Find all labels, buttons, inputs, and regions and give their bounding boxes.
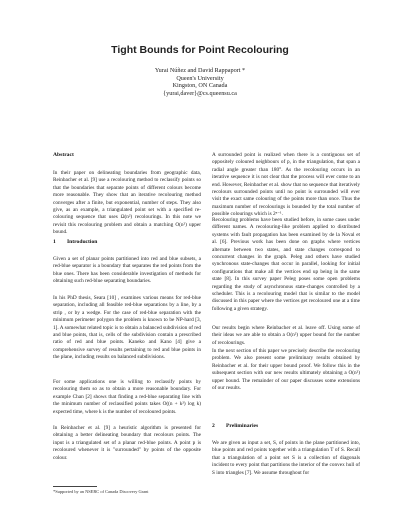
author-names: Yurai Núñez and David Rappaport * bbox=[154, 67, 246, 74]
paper-title: Tight Bounds for Point Recolouring bbox=[111, 44, 289, 56]
section-2-title: Preliminaries bbox=[226, 423, 259, 429]
footnote: *Supported by an NSERC of Canada Discovery Grant bbox=[53, 489, 149, 494]
preliminaries-paragraph: We are given as input a set, S, of points in the plane partitioned into, blue points and red points together with a triangulation T of S. Recall that a triangulation of a point set S is a collection of diagonals incident to every point that partitions the interior of the convex hull of S into triangles [7]. We assume throughout for bbox=[212, 440, 360, 476]
section-1-heading bbox=[53, 239, 97, 245]
author-location: Kingston, ON Canada bbox=[172, 82, 228, 90]
footnote-rule bbox=[53, 486, 97, 487]
abstract-heading: Abstract bbox=[53, 152, 74, 158]
section-1-title: Introduction bbox=[67, 239, 98, 245]
section-1-number: 1 bbox=[53, 239, 56, 245]
intro-paragraph-2: In his PhD thesis, Seara [10] , examines various means for red-blue separation, including all feasible red-blue separations by a line, by a strip , or by a wedge. For the case of red-blue separation with the minimum perimeter polygon the problem is known to be NP-hard [3, 1]. A somewhat related topic is to obtain a balanced subdivision of red and blue points, that is, cells of the subdivision contain a prescribed ratio of red and blue points. Kaneko and Kano [4] give a comprehensive survey of results pertaining to red and blue points in the plane, including results on balanced subdivisions. bbox=[53, 295, 201, 361]
author-affiliation: Queen's University bbox=[176, 74, 224, 82]
right-paragraph-1: A surrounded point is realized when there is a contiguous set of oppositely coloured neighbours of p, in the triangulation, that span a radial angle greater than 180°. As the recolouring occurs in an iterative sequence it is not clear that the process will ever come to an end. However, Reinbacher et al. show that no sequence that iteratively recolours surrounded points until no point is surrounded will ever visit the exact same colouring of the points more than once. Thus the maximum number of recolourings is bounded by the total number of possible colourings which is 2ⁿ⁻¹. bbox=[212, 152, 360, 218]
intro-paragraph-1: Given a set of planar points partitioned into red and blue subsets, a red-blue separator is a boundary that separates the red points from the blue ones. There has been considerable investigation of methods for obtaining such red-blue separating boundaries. bbox=[53, 256, 201, 285]
author-emails: {yurai,daver}@cs.queensu.ca bbox=[163, 89, 237, 97]
right-paragraph-2: Recolouring problems have been studied before, in some cases under different names. A recolouring-like problem applied to distributed systems with fault propagation has been examined by de la Noval et al. [6]. Previous work has been done on graphs where vertices alternate between two states, and state changes correspond to concurrent changes in the graph. Peleg and others have studied synchronous state-changes that occur in parallel, looking for initial configurations that make all the vertices end up being in the same state [8]. In this survey paper Peleg poses some open problems regarding the study of asynchronous state-changes controlled by a scheduler. This is a recolouring model that is similar to the model discussed in this paper where the vertices get recoloured one at a time following a given strategy. bbox=[212, 217, 360, 312]
right-paragraph-4: In the next section of this paper we precisely describe the recolouring problem. We also present some preliminary results obtained by Reinbacher et al. for their upper bound proof. We follow this in the subsequent section with our new results ultimately obtaining a O(n²) upper bound. The remainder of our paper discusses some extensions of our results. bbox=[212, 348, 360, 392]
intro-paragraph-4: In Reinbacher et al. [9] a heuristic algorithm is presented for obtaining a better delineating boundary that recolours points. The input is a triangulated set of a planar red-blue points. A point p is recoloured whenever it is "surrounded" by points of the opposite colour. bbox=[53, 425, 201, 461]
abstract-text: In their paper on delineating boundaries from geographic data, Reinbacher et al. [9] use a recolouring method to reclassify points so that the boundaries that separate points of different colours become more reasonable. They show that an iterative recolouring method converges after a finite, but exponential, number of steps. They also give, as an example, a triangulated point set with a specified re-colouring sequence that uses Ω(n²) recolourings. In this note we revisit this recolouring problem and obtain a matching O(n²) upper bound. bbox=[53, 170, 201, 236]
section-2-heading bbox=[212, 423, 258, 429]
author-block bbox=[0, 67, 400, 97]
section-2-number: 2 bbox=[212, 423, 215, 429]
intro-paragraph-3: For some applications one is willing to reclassify points by recolouring them so as to obtain a more reasonable boundary. For example Chan [2] shows that finding a red-blue separating line with the minimum number of reclassified points takes O((n + k²) log k) expected time, where k is the number of recoloured points. bbox=[53, 379, 201, 415]
right-paragraph-3: Our results begin where Reinbacher et al. leave off. Using some of their ideas we are able to obtain a O(n²) upper bound for the number of recolourings. bbox=[212, 325, 360, 346]
